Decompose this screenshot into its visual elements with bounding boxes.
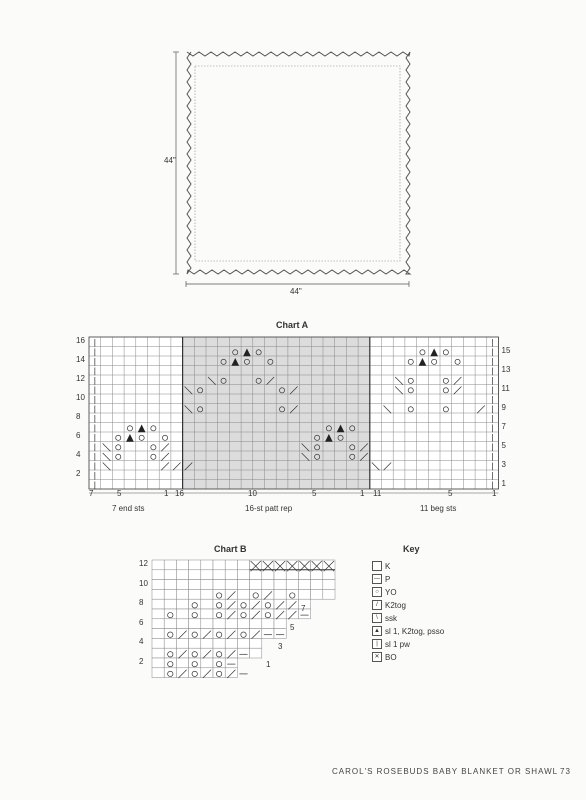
chart-b-cell bbox=[274, 580, 286, 590]
key-item-sk2p bbox=[372, 626, 444, 636]
chart-b-cell bbox=[250, 629, 262, 639]
chart-b-cell bbox=[225, 668, 237, 678]
row-label: 12 bbox=[76, 374, 85, 383]
chart-b-cell bbox=[311, 589, 323, 599]
key-label: YO bbox=[385, 587, 397, 597]
chart-b-cell bbox=[225, 638, 237, 648]
key-label: ssk bbox=[385, 613, 397, 623]
row-label: 5 bbox=[290, 623, 295, 632]
chart-b-cell bbox=[164, 580, 176, 590]
chart-b-cell bbox=[152, 570, 164, 580]
k2tog-symbol-icon: / bbox=[372, 600, 382, 610]
chart-b-cell bbox=[152, 648, 164, 658]
chart-b-cell bbox=[189, 638, 201, 648]
chart-b-cell bbox=[213, 648, 225, 658]
chart-b-cell bbox=[250, 570, 262, 580]
row-label: 4 bbox=[76, 450, 81, 459]
chart-b-cell bbox=[152, 619, 164, 629]
chart-b-cell bbox=[237, 560, 249, 570]
row-label: 2 bbox=[76, 469, 81, 478]
chart-b-cell bbox=[213, 638, 225, 648]
chart-b-cell bbox=[189, 589, 201, 599]
chart-b-cell bbox=[213, 580, 225, 590]
stitch-number: 5 bbox=[117, 489, 122, 498]
chart-b-cell bbox=[152, 580, 164, 590]
chart-b-cell bbox=[152, 658, 164, 668]
row-label: 3 bbox=[278, 642, 283, 651]
stitch-number: 1 bbox=[492, 489, 497, 498]
chart-b-cell bbox=[250, 648, 262, 658]
chart-b-cell bbox=[201, 580, 213, 590]
chart-b-cell bbox=[262, 629, 274, 639]
chart-b-cell bbox=[152, 668, 164, 678]
chart-b-cell bbox=[152, 638, 164, 648]
chart-b-cell bbox=[189, 599, 201, 609]
chart-b-cell bbox=[213, 570, 225, 580]
chart-b-cell bbox=[237, 580, 249, 590]
blanket-height-label: 44" bbox=[164, 156, 176, 165]
chart-b-cell bbox=[152, 609, 164, 619]
row-label: 16 bbox=[76, 336, 85, 345]
row-label: 12 bbox=[139, 559, 148, 568]
chart-b-cell bbox=[201, 658, 213, 668]
chart-b-cell bbox=[176, 648, 188, 658]
chart-b-cell bbox=[237, 648, 249, 658]
chart-b-cell bbox=[152, 560, 164, 570]
ssk-symbol-icon: \ bbox=[372, 613, 382, 623]
chart-b-cell bbox=[225, 589, 237, 599]
chart-b-cell bbox=[237, 570, 249, 580]
chart-b-cell bbox=[286, 609, 298, 619]
chart-b-cell bbox=[176, 580, 188, 590]
chart-b-cell bbox=[164, 668, 176, 678]
row-label: 13 bbox=[501, 364, 511, 374]
yarn-over-symbol-icon: ○ bbox=[372, 587, 382, 597]
sk2p-symbol-icon: ▲ bbox=[372, 626, 382, 636]
chart-b-cell bbox=[250, 589, 262, 599]
key-label: P bbox=[385, 574, 391, 584]
chart-b-cell bbox=[250, 638, 262, 648]
chart-b-cell bbox=[274, 619, 286, 629]
stitch-number: 11 bbox=[373, 489, 382, 498]
chart-b-cell bbox=[237, 629, 249, 639]
key-item-k bbox=[372, 561, 390, 571]
chart-b-cell bbox=[201, 629, 213, 639]
chart-b-cell bbox=[164, 658, 176, 668]
patt-rep-label: 16-st patt rep bbox=[245, 504, 293, 513]
chart-b-cell bbox=[201, 560, 213, 570]
chart-b-cell bbox=[225, 609, 237, 619]
end-sts-label: 7 end sts bbox=[112, 504, 145, 513]
chart-b-cell bbox=[152, 589, 164, 599]
row-label: 5 bbox=[501, 440, 506, 450]
chart-b-cell bbox=[274, 609, 286, 619]
row-label: 14 bbox=[76, 355, 85, 364]
running-footer-title: CAROL'S ROSEBUDS BABY BLANKET OR SHAWL bbox=[332, 767, 559, 776]
chart-b-cell bbox=[176, 609, 188, 619]
key-label: BO bbox=[385, 652, 397, 662]
chart-b-cell bbox=[286, 580, 298, 590]
chart-b-cell bbox=[237, 619, 249, 629]
chart-b-cell bbox=[201, 638, 213, 648]
chart-b-cell bbox=[250, 619, 262, 629]
chart-b-cell bbox=[225, 658, 237, 668]
key-item-bo bbox=[372, 652, 397, 662]
chart-b-cell bbox=[225, 629, 237, 639]
chart-b-cell bbox=[286, 599, 298, 609]
chart-b-cell bbox=[164, 629, 176, 639]
key-label: sl 1 pw bbox=[385, 639, 410, 649]
row-label: 11 bbox=[501, 383, 510, 393]
chart-b-cell bbox=[164, 638, 176, 648]
chart-b-cell bbox=[250, 599, 262, 609]
chart-b-cell bbox=[189, 619, 201, 629]
chart-b-cell bbox=[176, 629, 188, 639]
chart-b-cell bbox=[262, 570, 274, 580]
chart-b-cell bbox=[213, 599, 225, 609]
chart-b-cell bbox=[201, 648, 213, 658]
chart-b-cell bbox=[250, 609, 262, 619]
chart-b-cell bbox=[225, 619, 237, 629]
stitch-number: 5 bbox=[448, 489, 453, 498]
beg-sts-label: 11 beg sts bbox=[420, 504, 457, 513]
chart-b-cell bbox=[237, 589, 249, 599]
row-label: 15 bbox=[501, 345, 511, 355]
chart-b-cell bbox=[311, 570, 323, 580]
row-label: 7 bbox=[501, 421, 506, 431]
chart-b-cell bbox=[213, 668, 225, 678]
chart-b-cell bbox=[323, 589, 335, 599]
stitch-number: 5 bbox=[312, 489, 317, 498]
chart-b-cell bbox=[262, 599, 274, 609]
chart-b-cell bbox=[286, 570, 298, 580]
chart-b-cell bbox=[176, 638, 188, 648]
key-label: K bbox=[385, 561, 391, 571]
chart-b-cell bbox=[201, 619, 213, 629]
chart-b-cell bbox=[298, 570, 310, 580]
stitch-number: 7 bbox=[89, 489, 94, 498]
chart-b-cell bbox=[323, 570, 335, 580]
slip-stitch-symbol-icon: | bbox=[372, 639, 382, 649]
chart-b-cell bbox=[262, 609, 274, 619]
chart-b-cell bbox=[201, 589, 213, 599]
row-label: 10 bbox=[76, 393, 85, 402]
key-label: K2tog bbox=[385, 600, 406, 610]
chart-b-cell bbox=[262, 589, 274, 599]
chart-b-cell bbox=[225, 599, 237, 609]
chart-b-cell bbox=[201, 599, 213, 609]
chart-b-cell bbox=[225, 648, 237, 658]
chart-b-cell bbox=[164, 570, 176, 580]
chart-b-cell bbox=[237, 599, 249, 609]
row-label: 10 bbox=[139, 578, 148, 588]
chart-b-cell bbox=[176, 658, 188, 668]
row-label: 6 bbox=[139, 617, 144, 627]
chart-b-cell bbox=[189, 560, 201, 570]
chart-b-cell bbox=[225, 570, 237, 580]
chart-b-cell bbox=[213, 560, 225, 570]
chart-b-cell bbox=[298, 589, 310, 599]
chart-b-cell bbox=[201, 570, 213, 580]
chart-b-cell bbox=[274, 629, 286, 639]
chart-b-cell bbox=[164, 648, 176, 658]
key-item-yo bbox=[372, 587, 397, 597]
row-label: 8 bbox=[76, 412, 81, 421]
chart-b-cell bbox=[164, 560, 176, 570]
chart-b-cell bbox=[213, 609, 225, 619]
row-label: 2 bbox=[139, 657, 144, 666]
chart-b-cell bbox=[262, 619, 274, 629]
chart-b-cell bbox=[225, 560, 237, 570]
chart-b-cell bbox=[176, 560, 188, 570]
row-label: 6 bbox=[76, 431, 81, 440]
key-item-k2tog bbox=[372, 600, 406, 610]
row-label: 4 bbox=[139, 637, 144, 647]
key-item-ssk bbox=[372, 613, 397, 623]
chart-b-cell bbox=[237, 609, 249, 619]
key-label: sl 1, K2tog, psso bbox=[385, 626, 445, 636]
chart-b-cell bbox=[225, 580, 237, 590]
chart-b-cell bbox=[189, 648, 201, 658]
chart-b-cell bbox=[213, 629, 225, 639]
chart-b-cell bbox=[323, 580, 335, 590]
chart-a-title: Chart A bbox=[276, 320, 309, 330]
stitch-number: 1 bbox=[164, 489, 169, 498]
row-label: 1 bbox=[266, 660, 271, 669]
bind-off-symbol-icon: ✕ bbox=[372, 652, 382, 662]
row-label: 3 bbox=[501, 459, 506, 469]
chart-b-cell bbox=[189, 629, 201, 639]
stitch-number: 10 bbox=[248, 489, 257, 498]
chart-b-cell bbox=[237, 638, 249, 648]
chart-b-cell bbox=[274, 570, 286, 580]
chart-b-cell bbox=[152, 599, 164, 609]
key-title: Key bbox=[403, 544, 420, 554]
chart-b-cell bbox=[176, 599, 188, 609]
chart-b-cell bbox=[201, 668, 213, 678]
chart-b-cell bbox=[298, 580, 310, 590]
chart-b-cell bbox=[213, 589, 225, 599]
stitch-number: 1 bbox=[360, 489, 365, 498]
row-label: 1 bbox=[501, 478, 506, 488]
chart-b-cell bbox=[201, 609, 213, 619]
chart-b-cell bbox=[189, 658, 201, 668]
chart-b-cell bbox=[274, 599, 286, 609]
key-item-p bbox=[372, 574, 390, 584]
row-label: 7 bbox=[301, 604, 306, 613]
chart-b-title: Chart B bbox=[214, 544, 247, 554]
chart-b-cell bbox=[286, 589, 298, 599]
chart-b-cell bbox=[176, 668, 188, 678]
chart-b-cell bbox=[176, 589, 188, 599]
row-label: 8 bbox=[139, 598, 144, 608]
chart-b-cell bbox=[176, 570, 188, 580]
chart-b-cell bbox=[164, 619, 176, 629]
chart-b-cell bbox=[274, 589, 286, 599]
knit-symbol-icon bbox=[372, 561, 382, 571]
chart-b-cell bbox=[213, 619, 225, 629]
chart-b-cell bbox=[311, 580, 323, 590]
chart-b-cell bbox=[189, 609, 201, 619]
stitch-number: 16 bbox=[175, 489, 184, 498]
chart-b-cell bbox=[189, 668, 201, 678]
chart-b-cell bbox=[164, 599, 176, 609]
row-label: 9 bbox=[501, 402, 506, 412]
chart-b-cell bbox=[262, 580, 274, 590]
chart-b-cell bbox=[164, 609, 176, 619]
chart-b-cell bbox=[189, 580, 201, 590]
chart-b-cell bbox=[152, 629, 164, 639]
key-item-sl1pw bbox=[372, 639, 410, 649]
chart-b-cell bbox=[250, 580, 262, 590]
chart-b-cell bbox=[176, 619, 188, 629]
blanket-width-label: 44" bbox=[290, 287, 302, 296]
chart-b-cell bbox=[164, 589, 176, 599]
chart-b-cell bbox=[213, 658, 225, 668]
purl-symbol-icon: — bbox=[374, 576, 380, 582]
page-number: 73 bbox=[560, 767, 571, 776]
chart-b-cell bbox=[189, 570, 201, 580]
